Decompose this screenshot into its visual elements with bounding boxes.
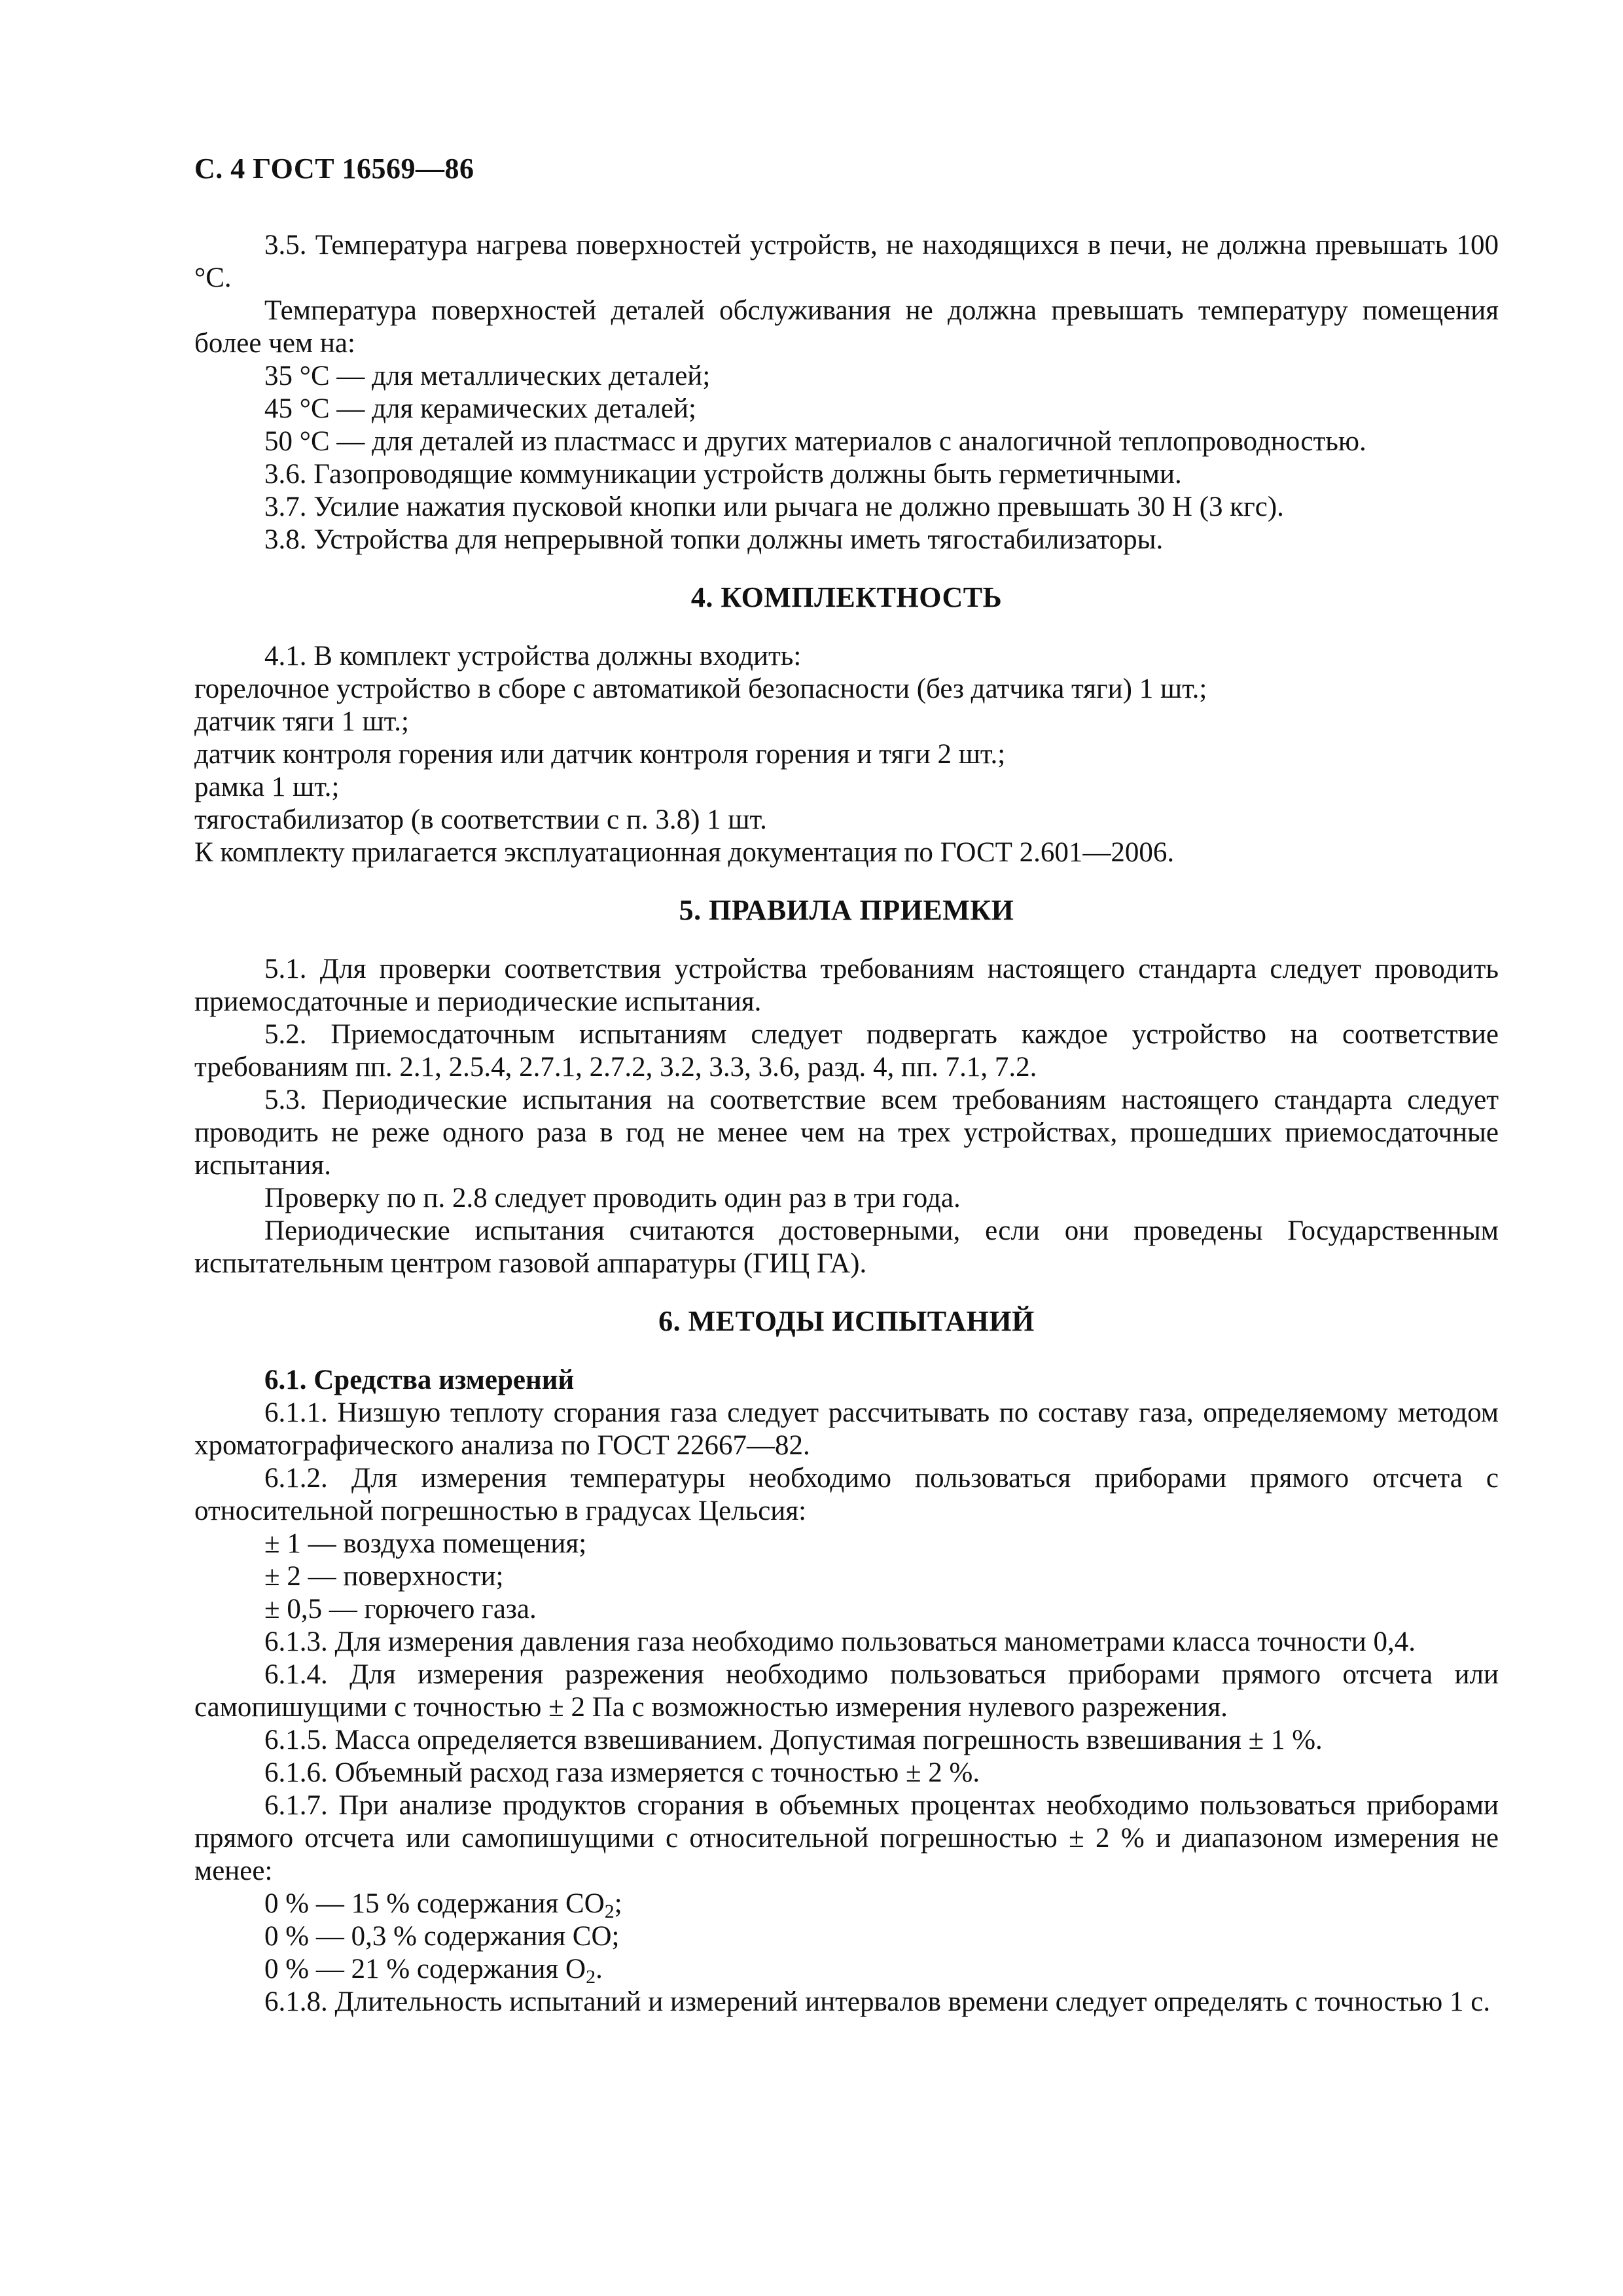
kit-documentation: К комплекту прилагается эксплуатационная документация по ГОСТ 2.601—2006. xyxy=(194,837,1175,868)
page-content xyxy=(194,229,1499,2018)
range-text: 0 % — 15 % содержания СО xyxy=(264,1888,605,1919)
paragraph-3-8: 3.8. Устройства для непрерывной топки должны иметь тягостабилизаторы. xyxy=(264,524,1164,555)
list-item: ± 1 — воздуха помещения; xyxy=(264,1528,587,1559)
paragraph-6-1-8: 6.1.8. Длительность испытаний и измерений интервалов времени следует определять с точностью 1 с. xyxy=(264,1986,1491,2017)
paragraph-3-6: 3.6. Газопроводящие коммуникации устройств должны быть герметичными. xyxy=(264,459,1182,490)
list-item: 35 °С — для металлических деталей; xyxy=(264,361,711,391)
page-header: С. 4 ГОСТ 16569—86 xyxy=(194,152,474,185)
paragraph-3-5: 3.5. Температура нагрева поверхностей устройств, не находящихся в печи, не должна превышать 100 °С. xyxy=(194,230,1499,293)
list-item: 45 °С — для керамических деталей; xyxy=(264,393,696,424)
range-item-co: 0 % — 0,3 % содержания СО; xyxy=(264,1921,620,1952)
kit-item: горелочное устройство в сборе с автоматикой безопасности (без датчика тяги) 1 шт.; xyxy=(194,673,1207,704)
range-item-o2 xyxy=(194,1953,1499,1986)
paragraph-6-1-1: 6.1.1. Низшую теплоту сгорания газа следует рассчитывать по составу газа, определяемому методом хроматографического анализа по ГОСТ 22667—82. xyxy=(194,1397,1499,1461)
paragraph-6-1-6: 6.1.6. Объемный расход газа измеряется с точностью ± 2 %. xyxy=(264,1757,980,1788)
paragraph-5-1: 5.1. Для проверки соответствия устройства требованиям настоящего стандарта следует проводить приемосдаточные и периодические испытания. xyxy=(194,954,1499,1017)
paragraph-5-3: 5.3. Периодические испытания на соответствие всем требованиям настоящего стандарта следует проводить не реже одного раза в год не менее чем на трех устройствах, прошедших приемосдаточные испытания. xyxy=(194,1085,1499,1181)
section-heading-6: 6. МЕТОДЫ ИСПЫТАНИЙ xyxy=(658,1305,1035,1337)
list-item: ± 2 — поверхности; xyxy=(264,1561,504,1592)
paragraph-6-1-4: 6.1.4. Для измерения разрежения необходимо пользоваться приборами прямого отсчета или самопишущими с точностью ± 2 Па с возможностью измерения нулевого разрежения. xyxy=(194,1659,1499,1723)
range-item-co2 xyxy=(194,1888,1499,1920)
section-heading-5: 5. ПРАВИЛА ПРИЕМКИ xyxy=(679,894,1014,926)
paragraph-6-1-3: 6.1.3. Для измерения давления газа необходимо пользоваться манометрами класса точности 0,4. xyxy=(264,1626,1416,1657)
paragraph-5-2: 5.2. Приемосдаточным испытаниям следует подвергать каждое устройство на соответствие требованиям пп. 2.1, 2.5.4, 2.7.1, 2.7.2, 3.2, 3.3, 3.6, разд. 4, пп. 7.1, 7.2. xyxy=(194,1019,1499,1083)
list-item: 50 °С — для деталей из пластмасс и других материалов с аналогичной теплопроводностью. xyxy=(264,426,1366,457)
subscript: 2 xyxy=(586,1966,596,1988)
range-punct: ; xyxy=(614,1888,622,1919)
list-item: ± 0,5 — горючего газа. xyxy=(264,1594,537,1624)
subsection-heading-6-1: 6.1. Средства измерений xyxy=(264,1365,575,1395)
paragraph-3-5-surfaces: Температура поверхностей деталей обслуживания не должна превышать температуру помещения более чем на: xyxy=(194,295,1499,359)
paragraph-6-1-5: 6.1.5. Масса определяется взвешиванием. Допустимая погрешность взвешивания ± 1 %. xyxy=(264,1725,1323,1755)
section-heading-4: 4. КОМПЛЕКТНОСТЬ xyxy=(690,581,1003,613)
paragraph-5-3-validity: Периодические испытания считаются достоверными, если они проведены Государственным испытательным центром газовой аппаратуры (ГИЦ ГА). xyxy=(194,1215,1499,1279)
paragraph-6-1-7: 6.1.7. При анализе продуктов сгорания в объемных процентах необходимо пользоваться приборами прямого отсчета или самопишущими с относительной погрешностью ± 2 % и диапазоном измерения не менее: xyxy=(194,1790,1499,1886)
kit-item: рамка 1 шт.; xyxy=(194,772,340,802)
paragraph-4-1: 4.1. В комплект устройства должны входить: xyxy=(264,641,802,672)
kit-item: датчик контроля горения или датчик контроля горения и тяги 2 шт.; xyxy=(194,739,1006,770)
subscript: 2 xyxy=(604,1901,615,1922)
paragraph-6-1-2: 6.1.2. Для измерения температуры необходимо пользоваться приборами прямого отсчета с относительной погрешностью в градусах Цельсия: xyxy=(194,1463,1499,1526)
paragraph-3-7: 3.7. Усилие нажатия пусковой кнопки или рычага не должно превышать 30 Н (3 кгс). xyxy=(264,492,1284,522)
paragraph-5-3-check: Проверку по п. 2.8 следует проводить один раз в три года. xyxy=(264,1183,961,1213)
range-punct: . xyxy=(596,1954,603,1984)
range-text: 0 % — 21 % содержания О xyxy=(264,1954,586,1984)
kit-item: датчик тяги 1 шт.; xyxy=(194,706,409,737)
kit-item: тягостабилизатор (в соответствии с п. 3.8) 1 шт. xyxy=(194,804,767,835)
